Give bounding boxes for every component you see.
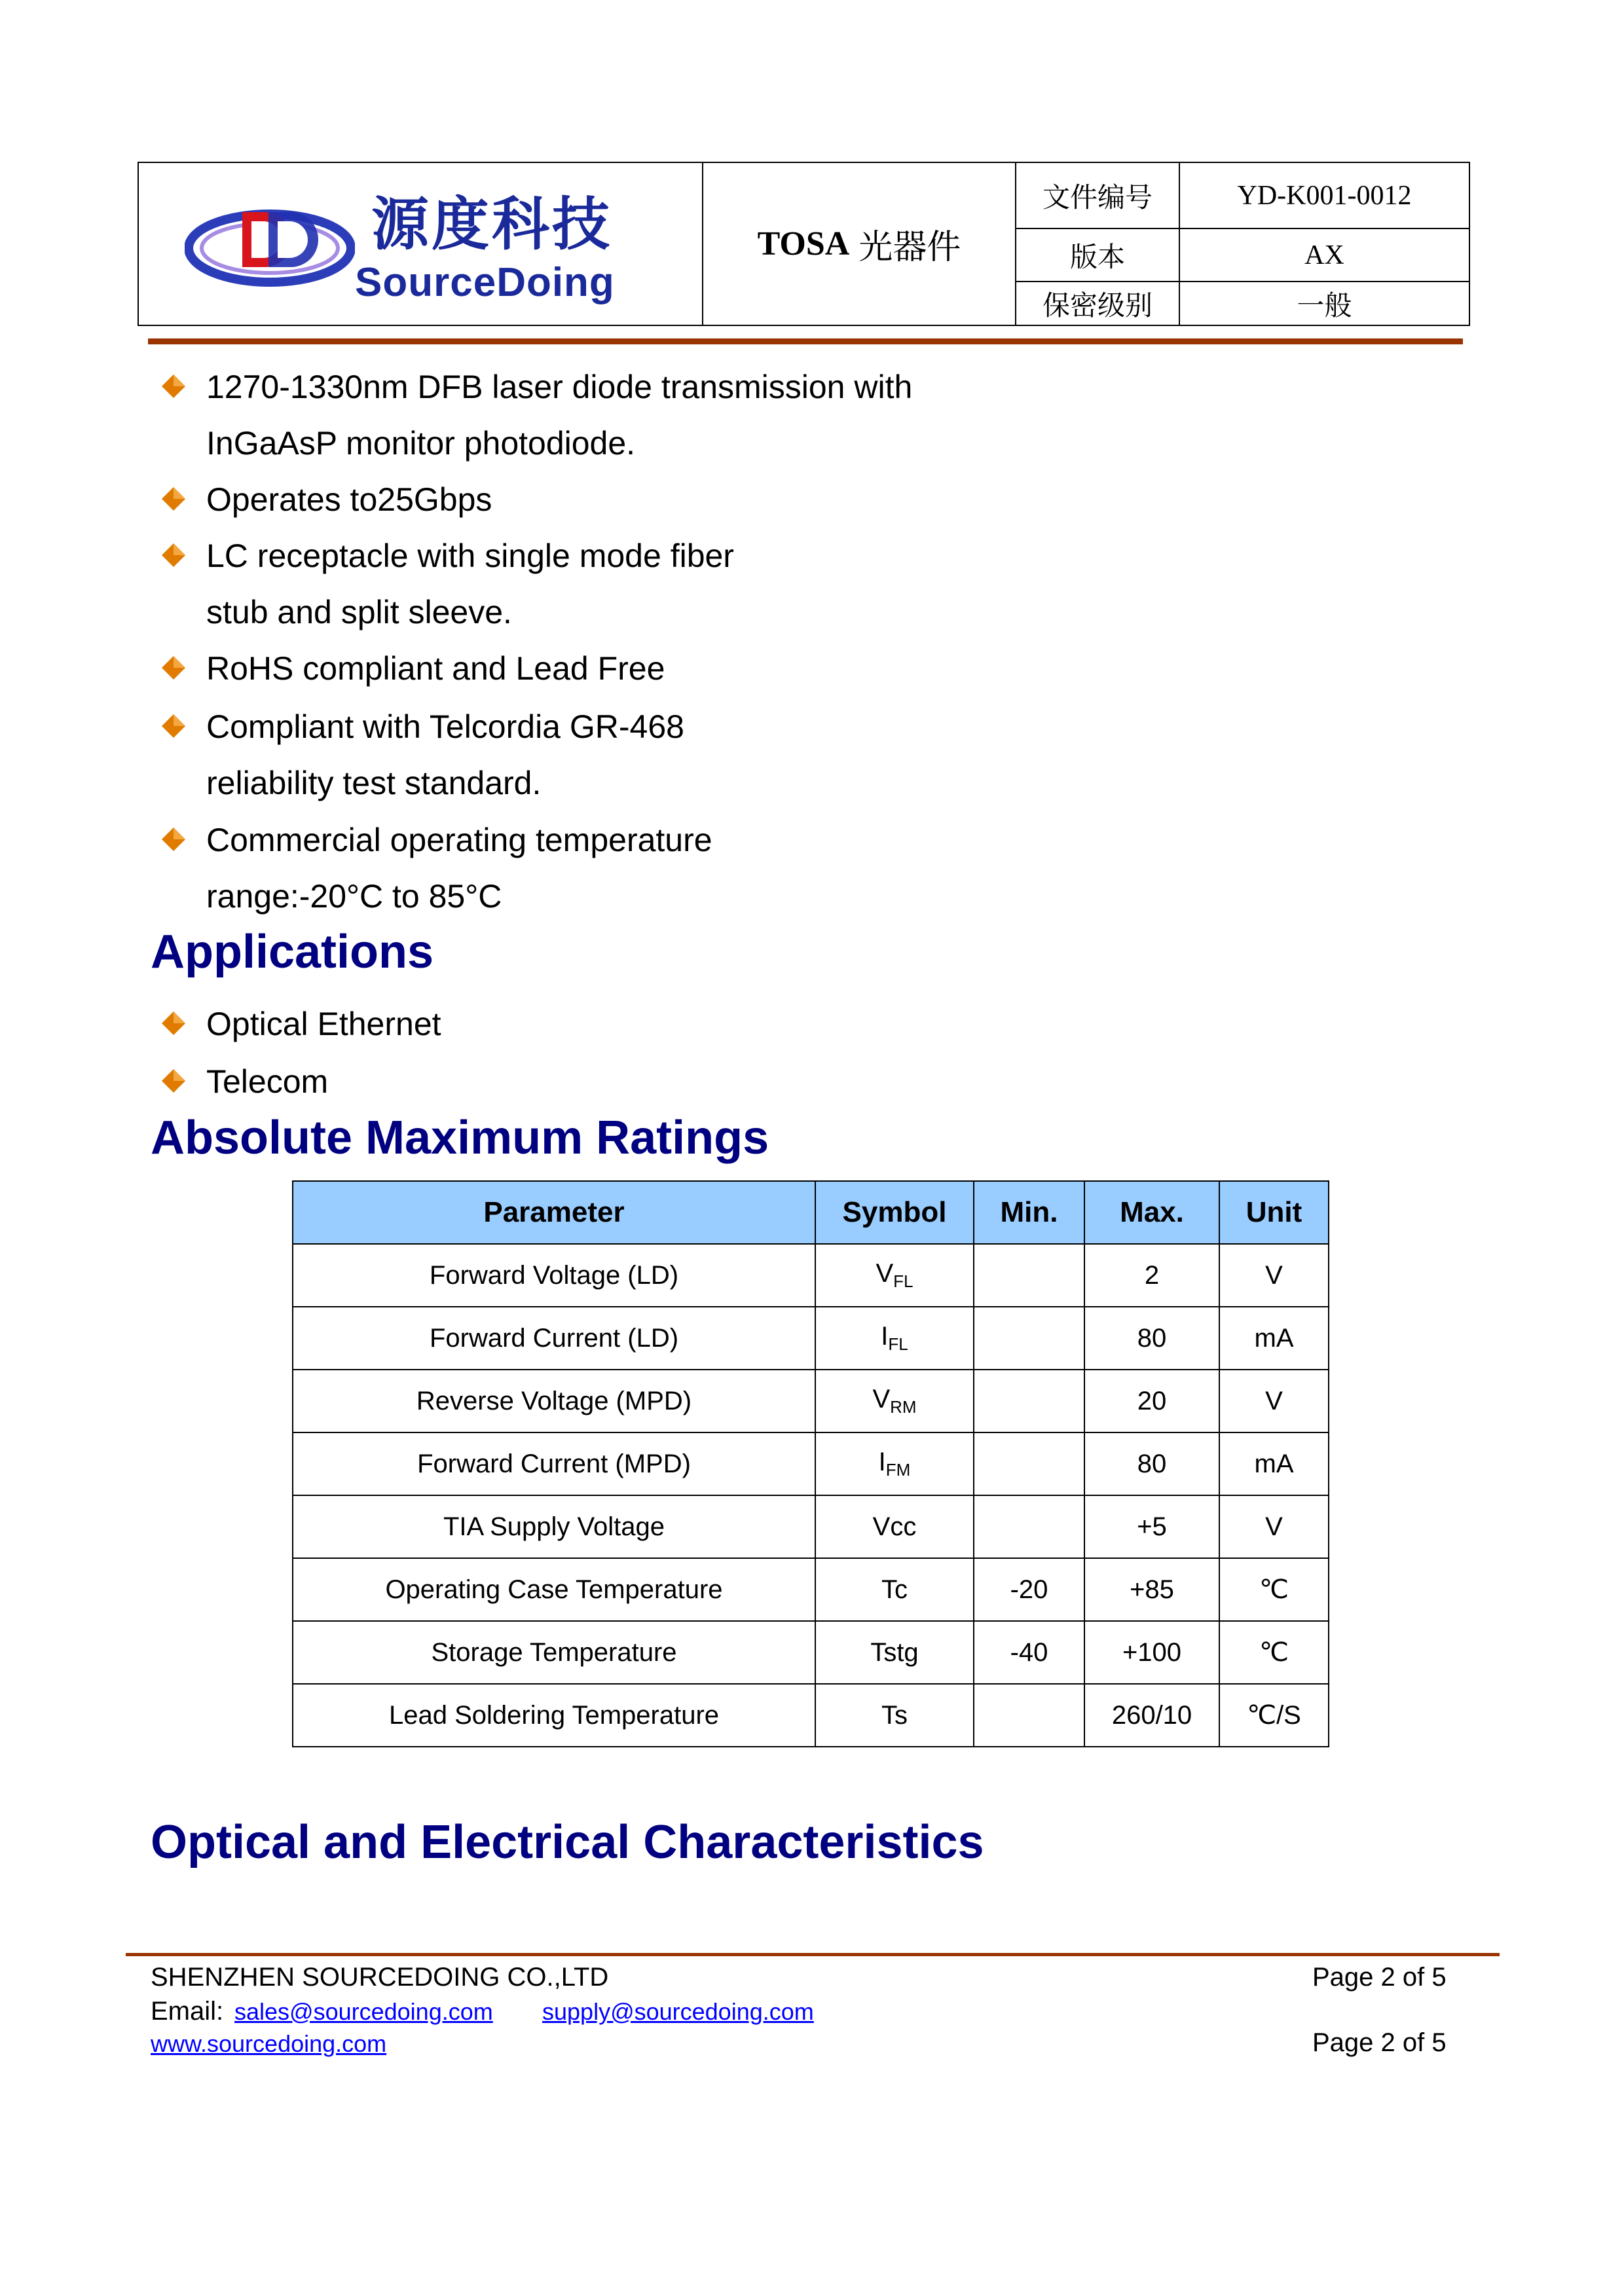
- cell-symbol: [815, 1244, 974, 1307]
- title-product: TOSA: [757, 225, 850, 263]
- footer-page-number-bottom: Page 2 of 5: [1312, 2028, 1447, 2057]
- feature-line: reliability test standard.: [206, 765, 542, 801]
- cell-symbol: [815, 1370, 974, 1432]
- meta-row-doc-number: [1016, 163, 1469, 229]
- table-row: [293, 1307, 1329, 1370]
- feature-line: Operates to25Gbps: [206, 481, 492, 518]
- feature-item: [206, 471, 492, 528]
- table-header-row: [293, 1181, 1329, 1244]
- cell-min: [974, 1432, 1084, 1495]
- application-item: [206, 1053, 328, 1110]
- absolute-maximum-ratings-table: [292, 1180, 1329, 1747]
- symbol-main: V: [872, 1385, 891, 1413]
- table-row: [293, 1432, 1329, 1495]
- cell-max: 2: [1084, 1244, 1219, 1307]
- cell-min: [974, 1684, 1084, 1747]
- feature-item: [206, 359, 912, 471]
- logo-chinese-name: 源度科技: [371, 191, 613, 258]
- application-label: Optical Ethernet: [206, 1006, 441, 1042]
- feature-line: range:-20°C to 85°C: [206, 878, 502, 915]
- cell-parameter: TIA Supply Voltage: [293, 1495, 815, 1558]
- footer-email-label: Email:: [151, 1997, 224, 2026]
- meta-key: 文件编号: [1016, 163, 1180, 228]
- cell-symbol: [815, 1432, 974, 1495]
- column-header-parameter: Parameter: [293, 1181, 815, 1244]
- table-row: [293, 1495, 1329, 1558]
- cell-parameter: Reverse Voltage (MPD): [293, 1370, 815, 1432]
- bullet-diamond-icon: [160, 826, 187, 852]
- cell-unit: ℃: [1219, 1558, 1329, 1621]
- meta-row-version: [1016, 229, 1469, 282]
- bullet-diamond-icon: [160, 655, 187, 681]
- symbol-subscript: RM: [890, 1397, 917, 1417]
- cell-max: +100: [1084, 1621, 1219, 1684]
- bullet-diamond-icon: [160, 542, 187, 568]
- footer-company: SHENZHEN SOURCEDOING CO.,LTD: [151, 1963, 609, 1992]
- cell-parameter: Forward Voltage (LD): [293, 1244, 815, 1307]
- cell-min: [974, 1244, 1084, 1307]
- symbol-subscript: FL: [893, 1271, 913, 1291]
- cell-unit: V: [1219, 1244, 1329, 1307]
- optical-electrical-heading: Optical and Electrical Characteristics: [151, 1816, 984, 1868]
- cell-symbol: Ts: [815, 1684, 974, 1747]
- cell-min: [974, 1370, 1084, 1432]
- document-meta: [1016, 163, 1469, 325]
- logo-cell: [139, 163, 703, 325]
- cell-unit: ℃: [1219, 1621, 1329, 1684]
- cell-unit: mA: [1219, 1307, 1329, 1370]
- column-header-min: Min.: [974, 1181, 1084, 1244]
- feature-line: Commercial operating temperature: [206, 822, 712, 858]
- feature-line: 1270-1330nm DFB laser diode transmission with: [206, 369, 913, 405]
- table-row: [293, 1558, 1329, 1621]
- cell-unit: V: [1219, 1495, 1329, 1558]
- feature-item: [206, 528, 734, 640]
- cell-min: [974, 1495, 1084, 1558]
- bullet-diamond-icon: [160, 1068, 187, 1094]
- footer-divider: [126, 1953, 1500, 1956]
- meta-key: 版本: [1016, 229, 1180, 281]
- feature-line: stub and split sleeve.: [206, 594, 512, 630]
- meta-row-security-level: [1016, 282, 1469, 325]
- cell-parameter: Forward Current (LD): [293, 1307, 815, 1370]
- table-row: [293, 1684, 1329, 1747]
- document-header: [138, 162, 1470, 326]
- table-row: [293, 1370, 1329, 1432]
- bullet-diamond-icon: [160, 713, 187, 739]
- document-title: [703, 163, 1016, 325]
- bullet-diamond-icon: [160, 373, 187, 399]
- table-row: [293, 1621, 1329, 1684]
- cell-parameter: Lead Soldering Temperature: [293, 1684, 815, 1747]
- cell-symbol: Tc: [815, 1558, 974, 1621]
- cell-max: 20: [1084, 1370, 1219, 1432]
- cell-unit: mA: [1219, 1432, 1329, 1495]
- symbol-subscript: FM: [885, 1460, 911, 1480]
- cell-symbol: Vcc: [815, 1495, 974, 1558]
- cell-symbol: [815, 1307, 974, 1370]
- symbol-main: I: [878, 1448, 886, 1476]
- bullet-diamond-icon: [160, 486, 187, 512]
- application-item: [206, 996, 441, 1052]
- title-category: 光器件: [858, 229, 961, 266]
- application-label: Telecom: [206, 1063, 329, 1100]
- footer-page-number: Page 2 of 5: [1312, 1963, 1447, 1992]
- column-header-symbol: Symbol: [815, 1181, 974, 1244]
- logo-english-name: SourceDoing: [355, 260, 615, 305]
- meta-value: 一般: [1297, 291, 1352, 321]
- cell-parameter: Operating Case Temperature: [293, 1558, 815, 1621]
- cell-min: [974, 1307, 1084, 1370]
- website-link[interactable]: www.sourcedoing.com: [151, 2030, 387, 2057]
- cell-unit: V: [1219, 1370, 1329, 1432]
- symbol-subscript: FL: [888, 1334, 908, 1354]
- feature-line: Compliant with Telcordia GR-468: [206, 708, 684, 745]
- applications-heading: Applications: [151, 926, 434, 978]
- column-header-max: Max.: [1084, 1181, 1219, 1244]
- feature-item: [206, 699, 684, 811]
- cell-parameter: Storage Temperature: [293, 1621, 815, 1684]
- feature-item: [206, 640, 665, 697]
- email-link-sales[interactable]: sales@sourcedoing.com: [234, 1998, 493, 2025]
- symbol-main: V: [876, 1259, 894, 1288]
- cell-symbol: Tstg: [815, 1621, 974, 1684]
- cell-max: +5: [1084, 1495, 1219, 1558]
- cell-max: 80: [1084, 1307, 1219, 1370]
- column-header-unit: Unit: [1219, 1181, 1329, 1244]
- symbol-main: I: [881, 1322, 889, 1351]
- cell-max: +85: [1084, 1558, 1219, 1621]
- table-row: [293, 1244, 1329, 1307]
- cell-max: 80: [1084, 1432, 1219, 1495]
- meta-value: AX: [1304, 240, 1344, 270]
- cell-parameter: Forward Current (MPD): [293, 1432, 815, 1495]
- meta-key: 保密级别: [1016, 282, 1180, 325]
- meta-value: YD-K001-0012: [1237, 180, 1412, 211]
- feature-line: LC receptacle with single mode fiber: [206, 538, 734, 574]
- ratings-heading: Absolute Maximum Ratings: [151, 1112, 769, 1164]
- email-link-supply[interactable]: supply@sourcedoing.com: [542, 1998, 814, 2025]
- sourcedoing-logo-icon: [185, 192, 355, 297]
- feature-item: [206, 812, 712, 924]
- bullet-diamond-icon: [160, 1010, 187, 1036]
- feature-line: InGaAsP monitor photodiode.: [206, 425, 636, 462]
- cell-min: -20: [974, 1558, 1084, 1621]
- feature-line: RoHS compliant and Lead Free: [206, 650, 665, 687]
- cell-unit: ℃/S: [1219, 1684, 1329, 1747]
- cell-max: 260/10: [1084, 1684, 1219, 1747]
- cell-min: -40: [974, 1621, 1084, 1684]
- header-divider: [148, 338, 1463, 344]
